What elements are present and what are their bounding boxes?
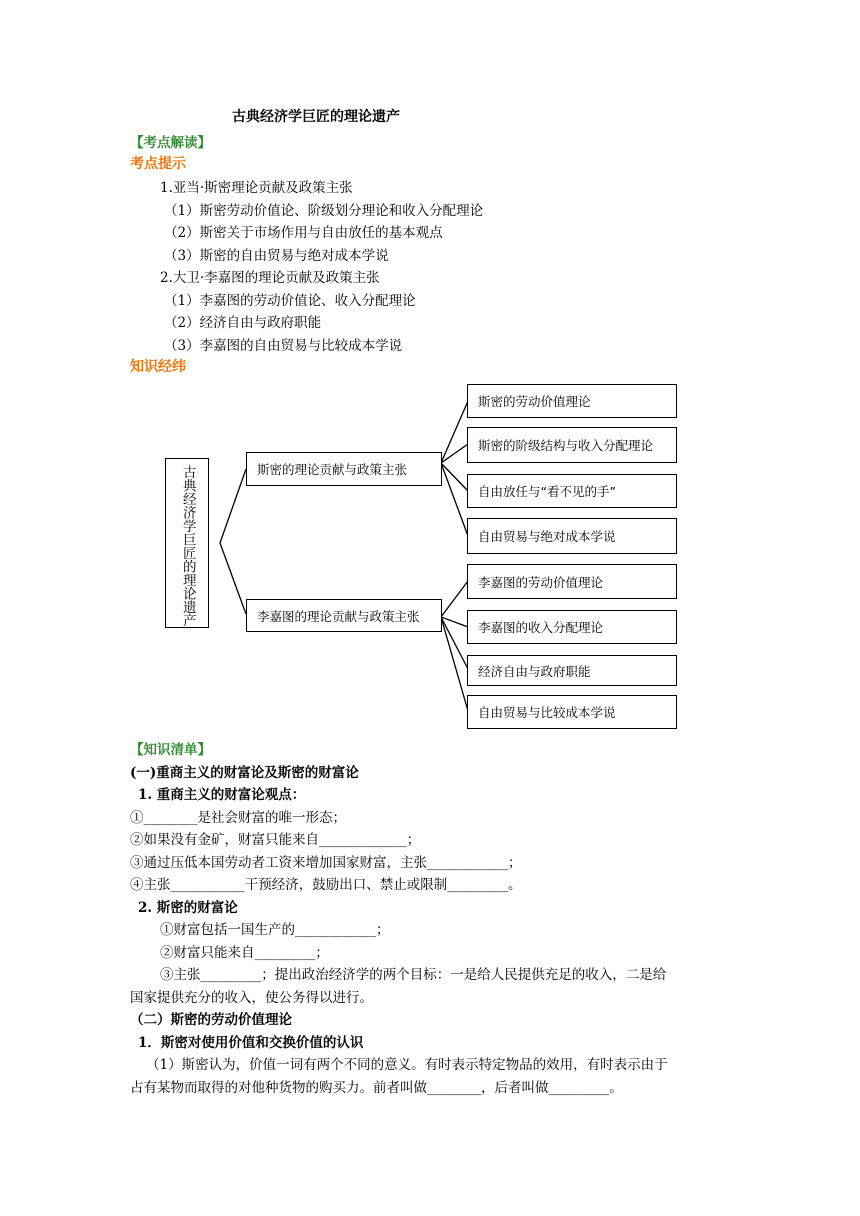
part1-sub2-line: ③主张_________；提出政治经济学的两个目标：一是给人民提供充足的收入，二是给: [160, 967, 667, 983]
branch2-connector-a: [441, 581, 468, 627]
diagram-leaf: 自由贸易与绝对成本学说: [467, 518, 677, 554]
diagram-leaf: 李嘉图的劳动价值理论: [467, 564, 677, 599]
diagram-leaf: 自由放任与“看不见的手”: [467, 474, 677, 508]
kaodian-item: （1）斯密劳动价值论、阶级划分理论和收入分配理论: [164, 203, 484, 219]
part2-line: （1）斯密认为，价值一词有两个不同的意义。有时表示特定物品的效用，有时表示由于: [146, 1057, 668, 1073]
section-heading-zhishi-qingdan: 【知识清单】: [130, 742, 211, 758]
part1-sub2-line: ①财富包括一国生产的____________；: [160, 922, 390, 938]
part1-sub1-line: ②如果没有金矿，财富只能来自_____________；: [130, 832, 421, 848]
kaodian-item: （3）李嘉图的自由贸易与比较成本学说: [164, 338, 403, 354]
branch1-connector-b: [441, 463, 468, 536]
diagram-leaf: 经济自由与政府职能: [467, 655, 677, 686]
diagram-branch-ricardo: 李嘉图的理论贡献与政策主张: [246, 599, 442, 632]
part1-sub1-line: ④主张___________干预经济，鼓励出口、禁止或限制_________。: [130, 877, 522, 893]
part1-sub1-heading: 1. 重商主义的财富论观点：: [138, 787, 306, 803]
part1-sub2-line: 国家提供充分的收入，使公务得以进行。: [130, 990, 373, 1006]
diagram-leaf: 斯密的阶级结构与收入分配理论: [467, 427, 677, 463]
part2-heading: （二）斯密的劳动价值理论: [130, 1012, 292, 1028]
diagram-leaf: 斯密的劳动价值理论: [467, 384, 677, 418]
section-heading-kaodian-jiedu: 【考点解读】: [130, 135, 211, 151]
diagram-root-box: 古典经济学巨匠的理论遗产: [165, 458, 209, 628]
diagram-leaf: 李嘉图的收入分配理论: [467, 610, 677, 644]
diagram-leaf: 自由贸易与比较成本学说: [467, 695, 677, 729]
part1-sub1-line: ①________是社会财富的唯一形态；: [130, 810, 346, 826]
zhishi-jingwei-heading: 知识经纬: [130, 359, 186, 375]
root-connector: [220, 469, 246, 614]
kaodian-item: （3）斯密的自由贸易与绝对成本学说: [164, 248, 389, 264]
kaodian-item: （2）经济自由与政府职能: [164, 315, 322, 331]
kaodian-tishi-heading: 考点提示: [130, 156, 186, 172]
kaodian-item: （1）李嘉图的劳动价值论、收入分配理论: [164, 293, 416, 309]
branch1-connector-a: [441, 401, 468, 463]
branch2-connector-b: [441, 617, 468, 711]
part2-sub1-heading: 1．斯密对使用价值和交换价值的认识: [138, 1035, 364, 1051]
kaodian-item: （2）斯密关于市场作用与自由放任的基本观点: [164, 225, 443, 241]
part1-heading: (一)重商主义的财富论及斯密的财富论: [130, 765, 359, 781]
part1-sub2-heading: 2. 斯密的财富论: [138, 900, 238, 916]
part2-line: 占有某物而取得的对他种货物的购买力。前者叫做________，后者叫做_________。: [130, 1080, 623, 1096]
part1-sub2-line: ②财富只能来自_________；: [160, 945, 329, 961]
doc-title: 古典经济学巨匠的理论遗产: [232, 109, 400, 125]
diagram-branch-smith: 斯密的理论贡献与政策主张: [246, 452, 442, 486]
kaodian-item: 2.大卫·李嘉图的理论贡献及政策主张: [160, 270, 380, 286]
kaodian-item: 1.亚当·斯密理论贡献及政策主张: [160, 180, 353, 196]
part1-sub1-line: ③通过压低本国劳动者工资来增加国家财富，主张____________；: [130, 855, 522, 871]
